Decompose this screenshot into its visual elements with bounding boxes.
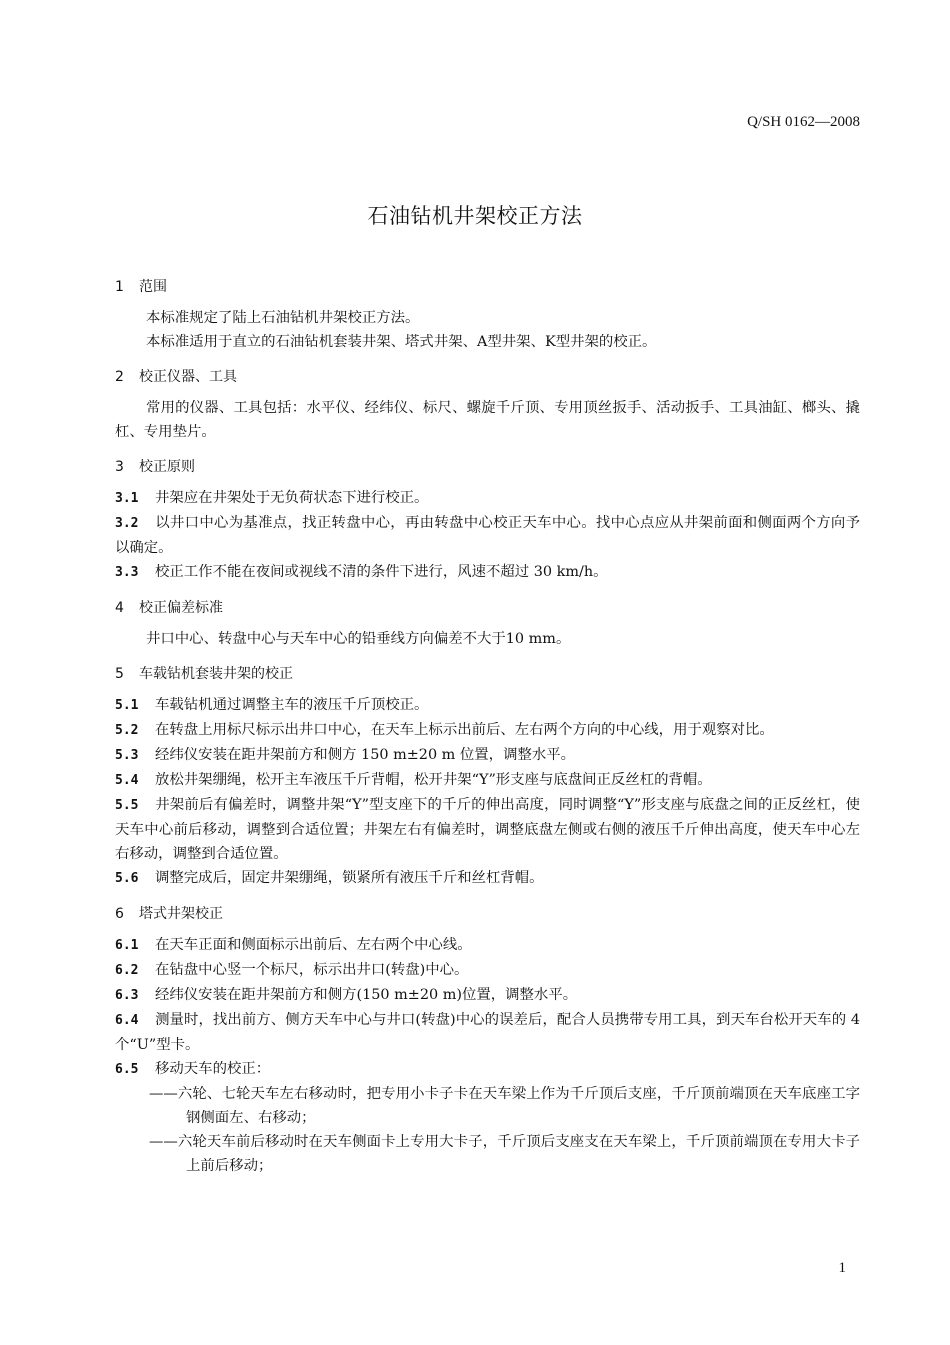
clause-number: 5.4 [115, 773, 139, 788]
document-title: 石油钻机井架校正方法 [367, 204, 583, 228]
clause-5-1 [115, 693, 860, 718]
section-number: 1 [115, 279, 124, 295]
section-heading-2 [115, 366, 860, 388]
clause-text: 在转盘上用标尺标示出井口中心，在天车上标示出前后、左右两个方向的中心线，用于观察对比。 [155, 722, 774, 738]
clause-3-2 [115, 511, 860, 560]
paragraph: 井口中心、转盘中心与天车中心的铅垂线方向偏差不大于10 mm。 [146, 631, 571, 647]
section-heading-4 [115, 597, 860, 619]
document-code: Q/SH 0162—2008 [747, 114, 860, 130]
paragraph: 常用的仪器、工具包括：水平仪、经纬仪、标尺、螺旋千斤顶、专用顶丝扳手、活动扳手、工具油缸、榔头、撬杠、专用垫片。 [115, 400, 860, 440]
clause-text: 经纬仪安装在距井架前方和侧方(150 m±20 m)位置，调整水平。 [155, 987, 578, 1003]
clause-number: 6.4 [115, 1013, 139, 1028]
clause-number: 6.3 [115, 988, 139, 1003]
paragraph: 本标准规定了陆上石油钻机井架校正方法。 [146, 310, 420, 326]
section-title: 塔式井架校正 [139, 906, 223, 922]
paragraph: 本标准适用于直立的石油钻机套装井架、塔式井架、A型井架、K型井架的校正。 [146, 334, 657, 350]
clause-number: 5.2 [115, 723, 139, 738]
clause-6-5 [115, 1057, 860, 1082]
clause-6-2 [115, 958, 860, 983]
clause-number: 3.1 [115, 491, 139, 506]
clause-text: 车载钻机通过调整主车的液压千斤顶校正。 [155, 697, 429, 713]
clause-text: 校正工作不能在夜间或视线不清的条件下进行，风速不超过 30 km/h。 [155, 564, 608, 580]
clause-number: 6.1 [115, 938, 139, 953]
clause-number: 3.2 [115, 516, 139, 531]
clause-text: 调整完成后，固定井架绷绳，锁紧所有液压千斤和丝杠背帽。 [155, 870, 544, 886]
section-number: 2 [115, 369, 124, 385]
clause-number: 5.5 [115, 798, 139, 813]
clause-number: 6.2 [115, 963, 139, 978]
section-number: 3 [115, 459, 124, 475]
clause-text: 在钻盘中心竖一个标尺，标示出井口(转盘)中心。 [155, 962, 469, 978]
clause-6-3 [115, 983, 860, 1008]
clause-number: 3.3 [115, 565, 139, 580]
clause-number: 5.1 [115, 698, 139, 713]
clause-5-2 [115, 718, 860, 743]
clause-text: 移动天车的校正： [155, 1061, 271, 1077]
clause-5-6 [115, 866, 860, 891]
section-number: 6 [115, 906, 124, 922]
clause-3-1 [115, 486, 860, 511]
clause-text: 在天车正面和侧面标示出前后、左右两个中心线。 [155, 937, 472, 953]
section-heading-5 [115, 663, 860, 685]
clause-5-3 [115, 743, 860, 768]
section-number: 5 [115, 666, 124, 682]
dash-list-item: ——六轮天车前后移动时在天车侧面卡上专用大卡子，千斤顶后支座支在天车梁上，千斤顶前端顶在专用大卡子上前后移动； [149, 1134, 860, 1174]
section-title: 范围 [139, 279, 167, 295]
clause-number: 5.6 [115, 871, 139, 886]
section-heading-3 [115, 456, 860, 478]
page-number: 1 [838, 1260, 846, 1276]
clause-5-5 [115, 793, 860, 866]
section-title: 校正仪器、工具 [139, 369, 237, 385]
section-title: 车载钻机套装井架的校正 [139, 666, 293, 682]
clause-5-4 [115, 768, 860, 793]
clause-text: 井架前后有偏差时，调整井架“Y”型支座下的千斤的伸出高度，同时调整“Y”形支座与底盘之间的正反丝杠，使天车中心前后移动，调整到合适位置；井架左右有偏差时，调整底盘左侧或右侧的液压千斤伸出高度，使天车中心左右移动，调整到合适位置。 [115, 797, 860, 862]
clause-6-1 [115, 933, 860, 958]
section-number: 4 [115, 600, 124, 616]
dash-list-item: ——六轮、七轮天车左右移动时，把专用小卡子卡在天车梁上作为千斤顶后支座，千斤顶前端顶在天车底座工字钢侧面左、右移动； [149, 1086, 860, 1126]
clause-text: 测量时，找出前方、侧方天车中心与井口(转盘)中心的误差后，配合人员携带专用工具，到天车台松开天车的 4 个“U”型卡。 [115, 1012, 860, 1053]
clause-text: 放松井架绷绳，松开主车液压千斤背帽，松开井架“Y”形支座与底盘间正反丝杠的背帽。 [155, 772, 712, 788]
document-body [115, 276, 860, 1178]
clause-3-3 [115, 560, 860, 585]
clause-text: 经纬仪安装在距井架前方和侧方 150 m±20 m 位置，调整水平。 [155, 747, 576, 763]
clause-6-4 [115, 1008, 860, 1057]
section-title: 校正偏差标准 [139, 600, 223, 616]
clause-text: 井架应在井架处于无负荷状态下进行校正。 [155, 490, 429, 506]
clause-number: 6.5 [115, 1062, 139, 1077]
clause-number: 5.3 [115, 748, 139, 763]
section-heading-6 [115, 903, 860, 925]
section-title: 校正原则 [139, 459, 195, 475]
clause-text: 以井口中心为基准点，找正转盘中心，再由转盘中心校正天车中心。找中心点应从井架前面和侧面两个方向予以确定。 [115, 515, 860, 556]
section-heading-1 [115, 276, 860, 298]
